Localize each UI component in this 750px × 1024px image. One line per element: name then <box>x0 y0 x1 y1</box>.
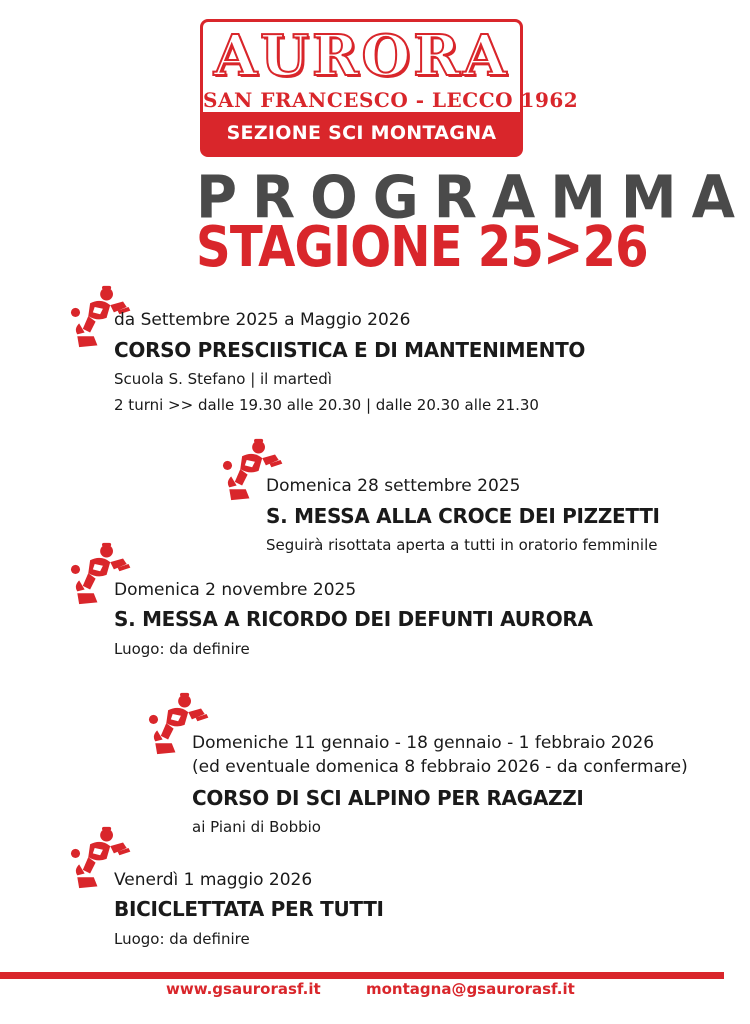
event-detail: 2 turni >> dalle 19.30 alle 20.30 | dalle 20.30 alle 21.30 <box>114 396 539 414</box>
logo-section-band: SEZIONE SCI MONTAGNA <box>203 112 520 154</box>
event-detail: Seguirà risottata aperta a tutti in oratorio femminile <box>266 536 658 554</box>
event-title: CORSO DI SCI ALPINO PER RAGAZZI <box>192 786 584 810</box>
event-detail: ai Piani di Bobbio <box>192 818 321 836</box>
event-date: Domenica 2 novembre 2025 <box>114 580 357 600</box>
event-title: S. MESSA ALLA CROCE DEI PIZZETTI <box>266 504 660 528</box>
event-date: da Settembre 2025 a Maggio 2026 <box>114 310 411 330</box>
event-title: BICICLETTATA PER TUTTI <box>114 897 384 921</box>
event-detail: Luogo: da definire <box>114 930 250 948</box>
event-detail: Luogo: da definire <box>114 640 250 658</box>
footer-website-link[interactable]: www.gsaurorasf.it <box>166 980 321 998</box>
footer-divider <box>0 972 724 979</box>
headline-programma: PROGRAMMA <box>196 163 750 233</box>
event-date: Domeniche 11 gennaio - 18 gennaio - 1 febbraio 2026 <box>192 733 655 753</box>
logo <box>200 19 579 157</box>
headline-stagione: STAGIONE 25>26 <box>196 215 648 280</box>
event-detail: Scuola S. Stefano | il martedì <box>114 370 332 388</box>
footer-email-link[interactable]: montagna@gsaurorasf.it <box>366 980 575 998</box>
logo-title: AURORA <box>213 23 510 89</box>
event-title: CORSO PRESCIISTICA E DI MANTENIMENTO <box>114 338 586 362</box>
logo-subtitle: SAN FRANCESCO - LECCO 1962 <box>203 88 579 112</box>
event-date-note: (ed eventuale domenica 8 febbraio 2026 - da confermare) <box>192 757 688 777</box>
event-date: Domenica 28 settembre 2025 <box>266 476 521 496</box>
event-date: Venerdì 1 maggio 2026 <box>114 870 313 890</box>
event-title: S. MESSA A RICORDO DEI DEFUNTI AURORA <box>114 607 593 631</box>
